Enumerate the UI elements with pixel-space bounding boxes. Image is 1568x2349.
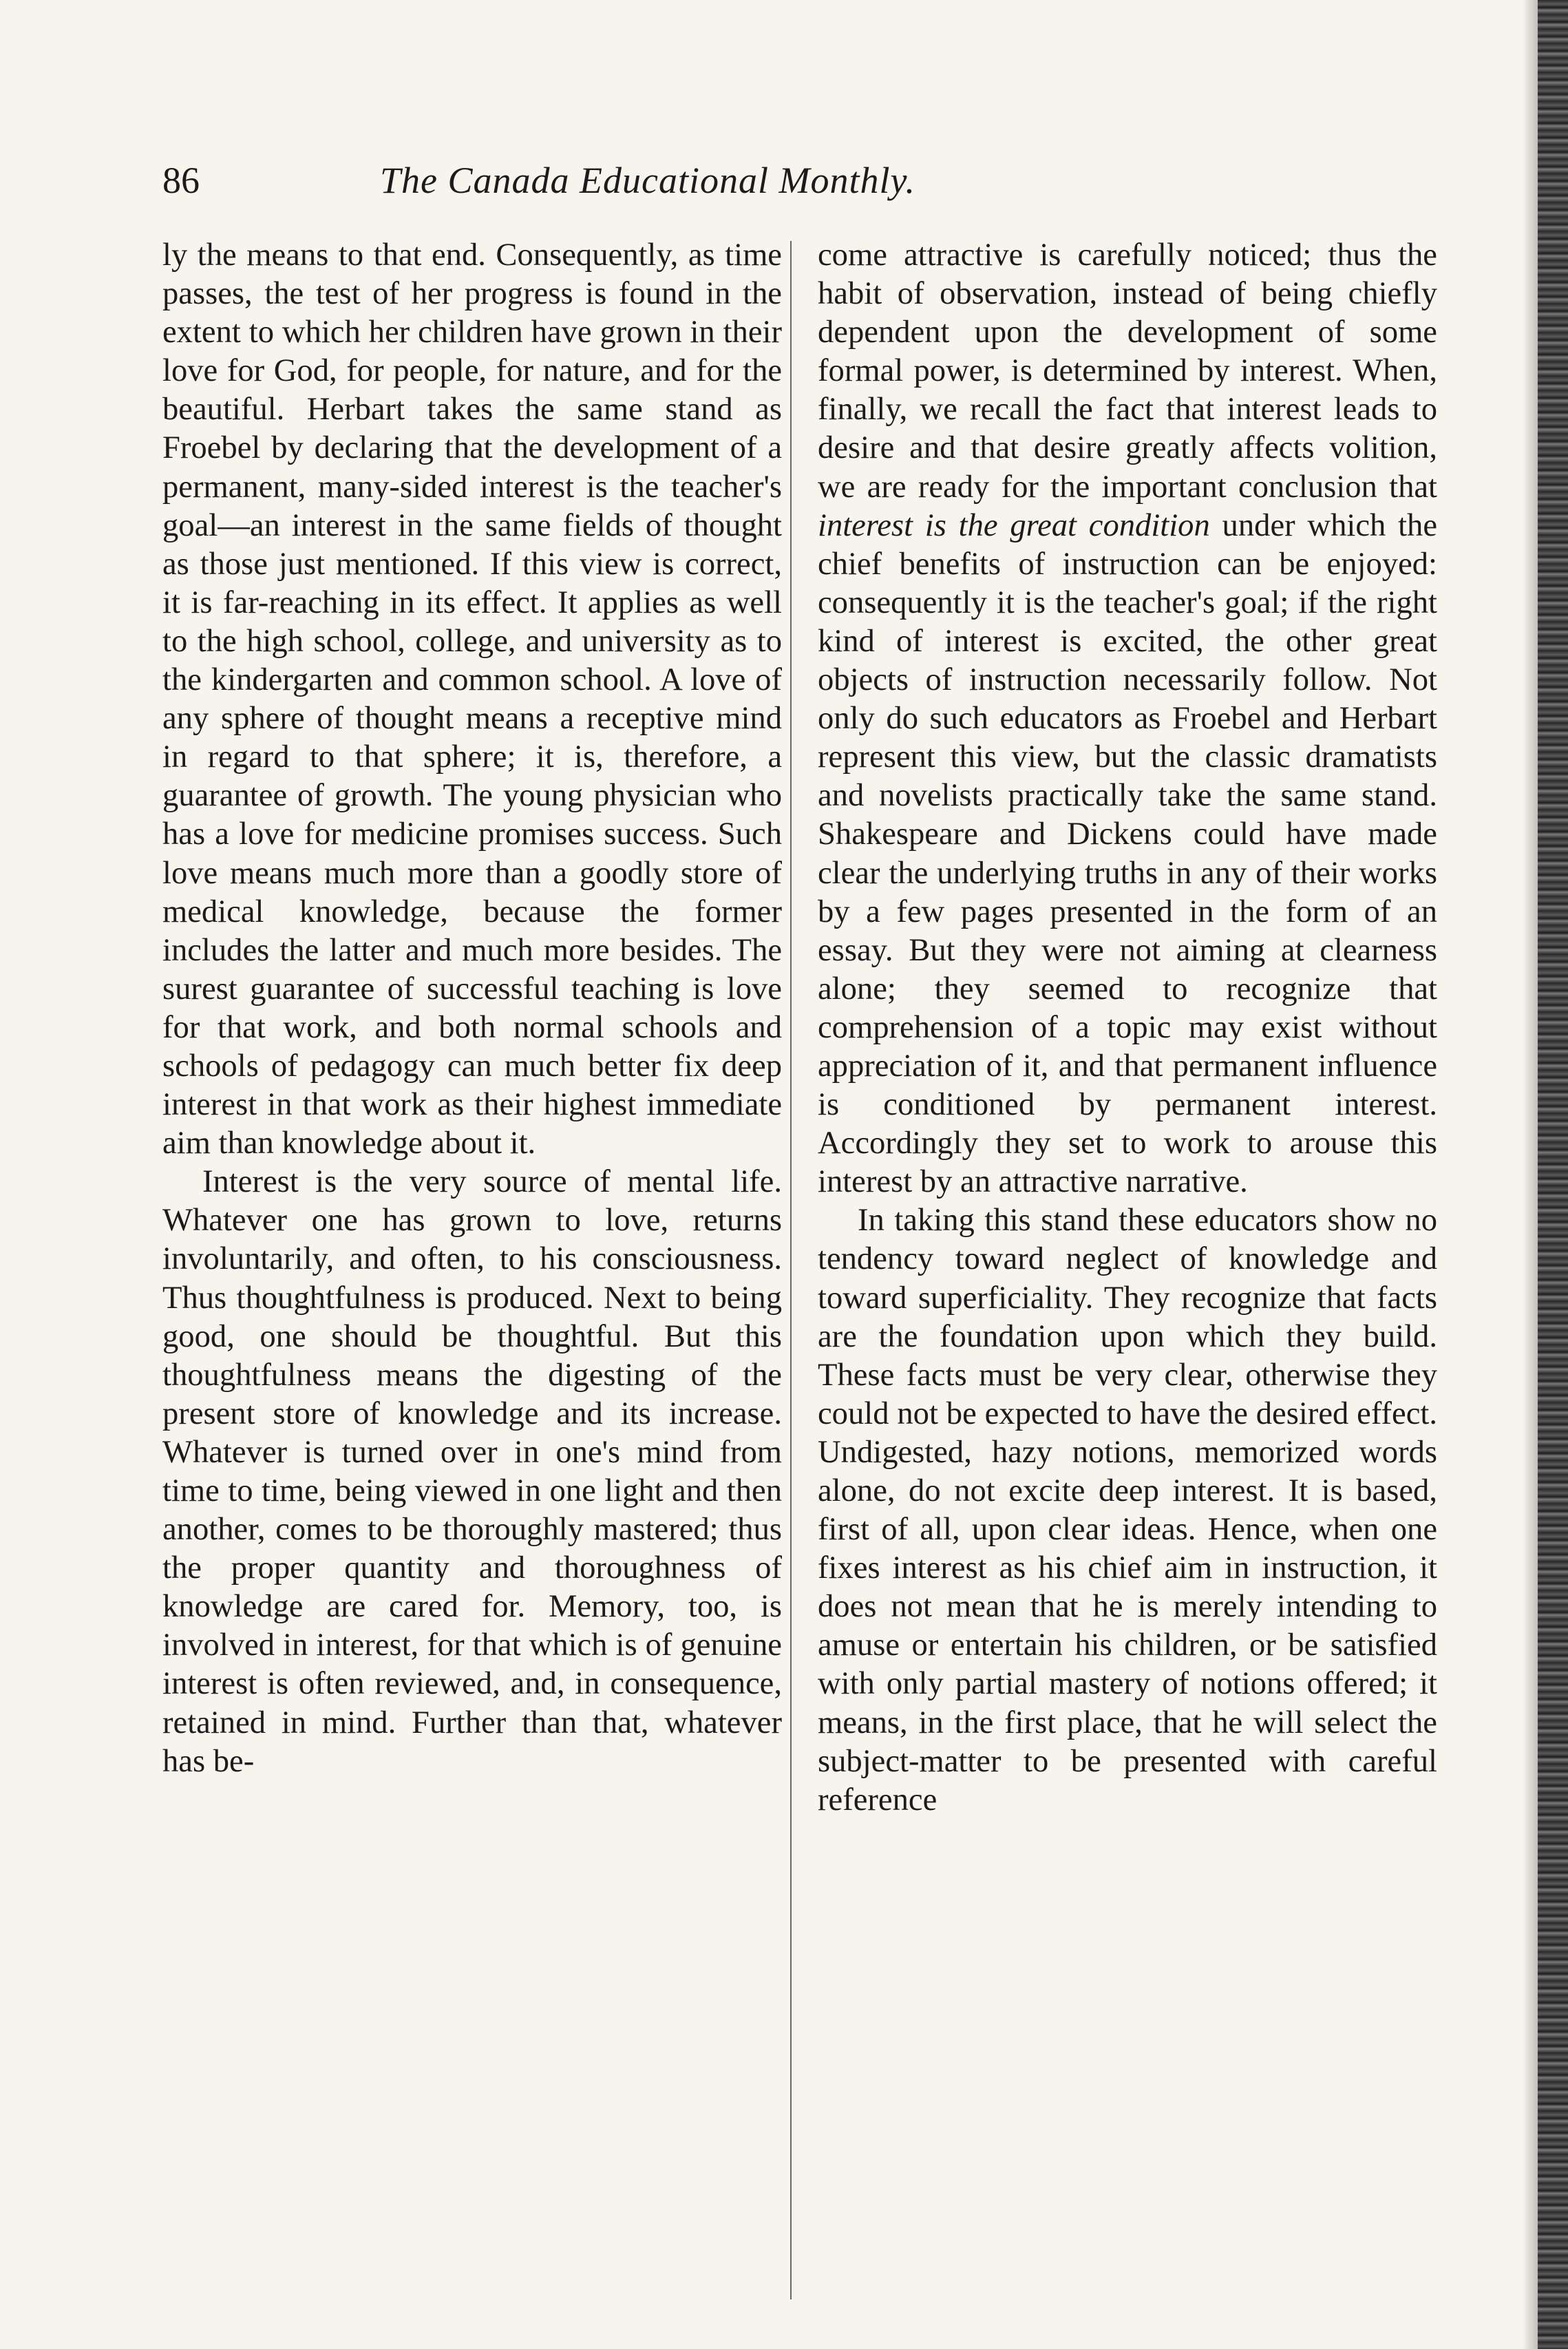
right-paragraph-1-text-a: come attractive is carefully noticed; thus the habit of observation, instead of being chiefly dependent upon the development of some formal power, is determined by interest. When, finally, we recall the fact that interest leads to desire and that desire greatly affects volition, we are ready for the important conclusion that [818,237,1437,505]
right-paragraph-2: In taking this stand these educators show no tendency toward neglect of knowledge and toward superficiality. They recognize that facts are the foundation upon which they build. These facts must be very clear, otherwise they could not be expected to have the desired effect. Undigested, hazy notions, memorized words alone, do not excite deep interest. It is based, first of all, upon clear ideas. Hence, when one fixes interest as his chief aim in instruction, it does not mean that he is merely intending to amuse or entertain his children, or be satisfied with only partial mastery of notions offered; it means, in the first place, that he will select the subject-matter to be presented with careful reference [818,1202,1437,1818]
column-rule [790,241,792,2299]
left-paragraph-2: Interest is the very source of mental life. Whatever one has grown to love, returns involuntarily, and often, to his consciousness. Thus thoughtfulness is produced. Next to being good, one should be thoughtful. But this thoughtfulness means the digesting of the present store of knowledge and its increase. Whatever is turned over in one's mind from time to time, being viewed in one light and then another, comes to be thoroughly mastered; thus the proper quantity and thoroughness of knowledge are cared for. Memory, too, is involved in interest, for that which is of genuine interest is often reviewed, and, in consequence, retained in mind. Further than that, whatever has be- [162,1163,782,1779]
running-head [162,153,1133,208]
journal-title: The Canada Educational Monthly. [380,160,915,201]
left-column [162,235,782,1780]
right-paragraph-1 [818,235,1437,1201]
binding-edge [1538,0,1568,2349]
page-number: 86 [162,160,200,201]
binding-shadow [1523,0,1538,2349]
emphasis-phrase: interest is the great condition [818,507,1210,543]
left-paragraph-1: ly the means to that end. Consequently, as time passes, the test of her progress is found in the extent to which her children have grown in their love for God, for people, for nature, and for the beautiful. Herbart takes the same stand as Froebel by declaring that the development of a permanent, many-sided interest is the teacher's goal—an interest in the same fields of thought as those just mentioned. If this view is correct, it is far-reaching in its effect. It applies as well to the high school, college, and university as to the kindergarten and common school. A love of any sphere of thought means a receptive mind in regard to that sphere; it is, therefore, a guarantee of growth. The young physician who has a love for medicine promises success. Such love means much more than a goodly store of medical knowledge, because the former includes the latter and much more besides. The surest guarantee of successful teaching is love for that work, and both normal schools and schools of pedagogy can much better fix deep interest in that work as their highest immediate aim than knowledge about it. [162,237,782,1161]
right-paragraph-1-text-b: under which the chief benefits of instruction can be enjoyed: consequently it is the teacher's goal; if the right kind of interest is excited, the other great objects of instruction necessarily follow. Not only do such educators as Froebel and Herbart represent this view, but the classic dramatists and novelists practically take the same stand. Shakespeare and Dickens could have made clear the underlying truths in any of their works by a few pages presented in the form of an essay. But they were not aiming at clearness alone; they seemed to recognize that comprehension of a topic may exist without appreciation of it, and that permanent influence is conditioned by permanent interest. Accordingly they set to work to arouse this interest by an attractive narrative. [818,507,1437,1200]
right-column [818,235,1437,1819]
